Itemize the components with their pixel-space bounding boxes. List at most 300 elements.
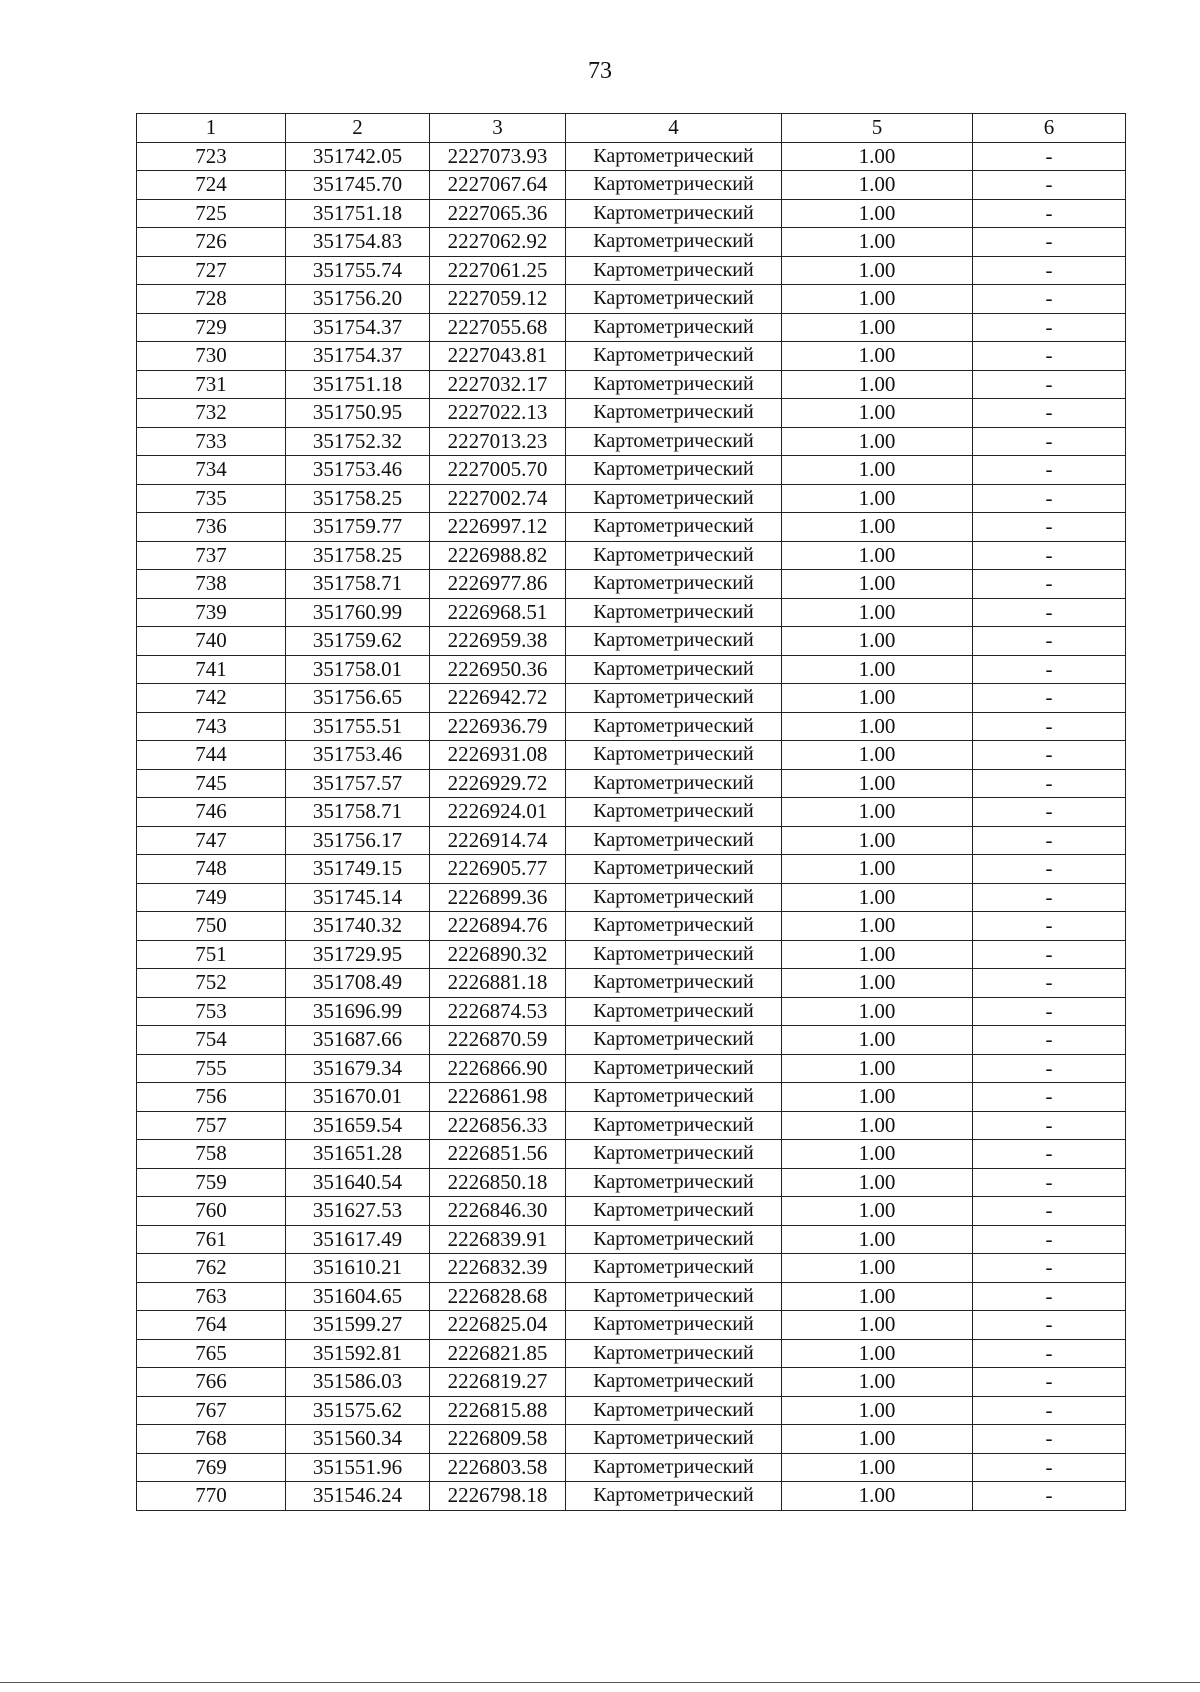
coordinates-table (136, 113, 1126, 1511)
accuracy-cell: 1.00 (782, 1339, 973, 1368)
accuracy-cell: 1.00 (782, 798, 973, 827)
x-coordinate-cell: 351560.34 (286, 1425, 430, 1454)
table-row (137, 883, 1126, 912)
point-number-cell: 753 (137, 997, 286, 1026)
method-cell: Картометрический (566, 969, 782, 998)
table-row (137, 997, 1126, 1026)
y-coordinate-cell: 2226924.01 (430, 798, 566, 827)
y-coordinate-cell: 2227073.93 (430, 142, 566, 171)
method-cell: Картометрический (566, 826, 782, 855)
description-cell: - (973, 769, 1126, 798)
x-coordinate-cell: 351754.37 (286, 313, 430, 342)
y-coordinate-cell: 2226839.91 (430, 1225, 566, 1254)
table-row (137, 1197, 1126, 1226)
method-cell: Картометрический (566, 313, 782, 342)
method-cell: Картометрический (566, 484, 782, 513)
point-number-cell: 743 (137, 712, 286, 741)
point-number-cell: 732 (137, 399, 286, 428)
x-coordinate-cell: 351610.21 (286, 1254, 430, 1283)
y-coordinate-cell: 2227067.64 (430, 171, 566, 200)
description-cell: - (973, 570, 1126, 599)
description-cell: - (973, 1111, 1126, 1140)
accuracy-cell: 1.00 (782, 570, 973, 599)
description-cell: - (973, 1396, 1126, 1425)
method-cell: Картометрический (566, 598, 782, 627)
y-coordinate-cell: 2226997.12 (430, 513, 566, 542)
accuracy-cell: 1.00 (782, 1197, 973, 1226)
accuracy-cell: 1.00 (782, 1054, 973, 1083)
table-row (137, 1111, 1126, 1140)
y-coordinate-cell: 2226899.36 (430, 883, 566, 912)
accuracy-cell: 1.00 (782, 1282, 973, 1311)
bottom-rule (0, 1682, 1200, 1683)
table-row (137, 855, 1126, 884)
x-coordinate-cell: 351751.18 (286, 199, 430, 228)
accuracy-cell: 1.00 (782, 940, 973, 969)
point-number-cell: 760 (137, 1197, 286, 1226)
method-cell: Картометрический (566, 399, 782, 428)
x-coordinate-cell: 351750.95 (286, 399, 430, 428)
point-number-cell: 739 (137, 598, 286, 627)
accuracy-cell: 1.00 (782, 285, 973, 314)
table-row (137, 541, 1126, 570)
y-coordinate-cell: 2227013.23 (430, 427, 566, 456)
y-coordinate-cell: 2226942.72 (430, 684, 566, 713)
method-cell: Картометрический (566, 712, 782, 741)
table-row (137, 399, 1126, 428)
point-number-cell: 737 (137, 541, 286, 570)
table-row (137, 313, 1126, 342)
method-cell: Картометрический (566, 798, 782, 827)
x-coordinate-cell: 351546.24 (286, 1482, 430, 1511)
y-coordinate-cell: 2226959.38 (430, 627, 566, 656)
table-header-row (137, 114, 1126, 143)
method-cell: Картометрический (566, 627, 782, 656)
point-number-cell: 767 (137, 1396, 286, 1425)
x-coordinate-cell: 351740.32 (286, 912, 430, 941)
y-coordinate-cell: 2226851.56 (430, 1140, 566, 1169)
y-coordinate-cell: 2227059.12 (430, 285, 566, 314)
table-row (137, 1140, 1126, 1169)
y-coordinate-cell: 2227005.70 (430, 456, 566, 485)
method-cell: Картометрический (566, 1197, 782, 1226)
point-number-cell: 731 (137, 370, 286, 399)
y-coordinate-cell: 2226850.18 (430, 1168, 566, 1197)
x-coordinate-cell: 351592.81 (286, 1339, 430, 1368)
accuracy-cell: 1.00 (782, 199, 973, 228)
accuracy-cell: 1.00 (782, 997, 973, 1026)
table-row (137, 484, 1126, 513)
method-cell: Картометрический (566, 1026, 782, 1055)
x-coordinate-cell: 351751.18 (286, 370, 430, 399)
accuracy-cell: 1.00 (782, 883, 973, 912)
description-cell: - (973, 285, 1126, 314)
description-cell: - (973, 912, 1126, 941)
accuracy-cell: 1.00 (782, 684, 973, 713)
accuracy-cell: 1.00 (782, 1453, 973, 1482)
method-cell: Картометрический (566, 1282, 782, 1311)
point-number-cell: 762 (137, 1254, 286, 1283)
table-row (137, 1225, 1126, 1254)
table-row (137, 1282, 1126, 1311)
table-row (137, 1482, 1126, 1511)
table-row (137, 456, 1126, 485)
point-number-cell: 749 (137, 883, 286, 912)
description-cell: - (973, 1339, 1126, 1368)
method-cell: Картометрический (566, 199, 782, 228)
y-coordinate-cell: 2226832.39 (430, 1254, 566, 1283)
column-header: 6 (973, 114, 1126, 143)
accuracy-cell: 1.00 (782, 484, 973, 513)
table-row (137, 1254, 1126, 1283)
y-coordinate-cell: 2226931.08 (430, 741, 566, 770)
table-row (137, 1396, 1126, 1425)
method-cell: Картометрический (566, 1225, 782, 1254)
description-cell: - (973, 199, 1126, 228)
point-number-cell: 747 (137, 826, 286, 855)
description-cell: - (973, 684, 1126, 713)
point-number-cell: 738 (137, 570, 286, 599)
x-coordinate-cell: 351756.65 (286, 684, 430, 713)
accuracy-cell: 1.00 (782, 969, 973, 998)
x-coordinate-cell: 351640.54 (286, 1168, 430, 1197)
description-cell: - (973, 1225, 1126, 1254)
description-cell: - (973, 427, 1126, 456)
table-row (137, 1054, 1126, 1083)
table-row (137, 1026, 1126, 1055)
description-cell: - (973, 1083, 1126, 1112)
accuracy-cell: 1.00 (782, 826, 973, 855)
table-row (137, 256, 1126, 285)
y-coordinate-cell: 2226977.86 (430, 570, 566, 599)
accuracy-cell: 1.00 (782, 655, 973, 684)
y-coordinate-cell: 2226988.82 (430, 541, 566, 570)
table-row (137, 598, 1126, 627)
description-cell: - (973, 883, 1126, 912)
description-cell: - (973, 456, 1126, 485)
point-number-cell: 770 (137, 1482, 286, 1511)
description-cell: - (973, 1453, 1126, 1482)
point-number-cell: 761 (137, 1225, 286, 1254)
x-coordinate-cell: 351670.01 (286, 1083, 430, 1112)
method-cell: Картометрический (566, 855, 782, 884)
point-number-cell: 764 (137, 1311, 286, 1340)
method-cell: Картометрический (566, 256, 782, 285)
y-coordinate-cell: 2226828.68 (430, 1282, 566, 1311)
description-cell: - (973, 655, 1126, 684)
y-coordinate-cell: 2226905.77 (430, 855, 566, 884)
accuracy-cell: 1.00 (782, 342, 973, 371)
description-cell: - (973, 940, 1126, 969)
x-coordinate-cell: 351753.46 (286, 741, 430, 770)
y-coordinate-cell: 2226929.72 (430, 769, 566, 798)
table-row (137, 1083, 1126, 1112)
accuracy-cell: 1.00 (782, 1425, 973, 1454)
point-number-cell: 748 (137, 855, 286, 884)
table-row (137, 1453, 1126, 1482)
x-coordinate-cell: 351604.65 (286, 1282, 430, 1311)
point-number-cell: 765 (137, 1339, 286, 1368)
y-coordinate-cell: 2227032.17 (430, 370, 566, 399)
table-row (137, 1311, 1126, 1340)
method-cell: Картометрический (566, 1368, 782, 1397)
table-row (137, 627, 1126, 656)
table-row (137, 1425, 1126, 1454)
y-coordinate-cell: 2226809.58 (430, 1425, 566, 1454)
accuracy-cell: 1.00 (782, 741, 973, 770)
point-number-cell: 763 (137, 1282, 286, 1311)
x-coordinate-cell: 351755.74 (286, 256, 430, 285)
x-coordinate-cell: 351759.62 (286, 627, 430, 656)
x-coordinate-cell: 351752.32 (286, 427, 430, 456)
point-number-cell: 741 (137, 655, 286, 684)
point-number-cell: 746 (137, 798, 286, 827)
method-cell: Картометрический (566, 912, 782, 941)
method-cell: Картометрический (566, 342, 782, 371)
x-coordinate-cell: 351687.66 (286, 1026, 430, 1055)
point-number-cell: 728 (137, 285, 286, 314)
accuracy-cell: 1.00 (782, 370, 973, 399)
point-number-cell: 744 (137, 741, 286, 770)
description-cell: - (973, 1254, 1126, 1283)
x-coordinate-cell: 351679.34 (286, 1054, 430, 1083)
point-number-cell: 734 (137, 456, 286, 485)
accuracy-cell: 1.00 (782, 256, 973, 285)
point-number-cell: 742 (137, 684, 286, 713)
column-header: 5 (782, 114, 973, 143)
description-cell: - (973, 855, 1126, 884)
point-number-cell: 769 (137, 1453, 286, 1482)
point-number-cell: 725 (137, 199, 286, 228)
x-coordinate-cell: 351599.27 (286, 1311, 430, 1340)
description-cell: - (973, 342, 1126, 371)
table-row (137, 940, 1126, 969)
description-cell: - (973, 142, 1126, 171)
table-row (137, 513, 1126, 542)
accuracy-cell: 1.00 (782, 1482, 973, 1511)
method-cell: Картометрический (566, 1254, 782, 1283)
point-number-cell: 736 (137, 513, 286, 542)
method-cell: Картометрический (566, 570, 782, 599)
method-cell: Картометрический (566, 1425, 782, 1454)
description-cell: - (973, 399, 1126, 428)
accuracy-cell: 1.00 (782, 541, 973, 570)
method-cell: Картометрический (566, 684, 782, 713)
description-cell: - (973, 798, 1126, 827)
x-coordinate-cell: 351586.03 (286, 1368, 430, 1397)
table-row (137, 1368, 1126, 1397)
table-row (137, 912, 1126, 941)
accuracy-cell: 1.00 (782, 171, 973, 200)
y-coordinate-cell: 2226861.98 (430, 1083, 566, 1112)
description-cell: - (973, 313, 1126, 342)
description-cell: - (973, 1425, 1126, 1454)
description-cell: - (973, 256, 1126, 285)
x-coordinate-cell: 351758.71 (286, 570, 430, 599)
point-number-cell: 752 (137, 969, 286, 998)
x-coordinate-cell: 351758.01 (286, 655, 430, 684)
point-number-cell: 766 (137, 1368, 286, 1397)
accuracy-cell: 1.00 (782, 1368, 973, 1397)
x-coordinate-cell: 351758.71 (286, 798, 430, 827)
x-coordinate-cell: 351708.49 (286, 969, 430, 998)
point-number-cell: 733 (137, 427, 286, 456)
method-cell: Картометрический (566, 285, 782, 314)
method-cell: Картометрический (566, 456, 782, 485)
table-row (137, 769, 1126, 798)
description-cell: - (973, 627, 1126, 656)
x-coordinate-cell: 351754.37 (286, 342, 430, 371)
accuracy-cell: 1.00 (782, 1026, 973, 1055)
accuracy-cell: 1.00 (782, 1225, 973, 1254)
accuracy-cell: 1.00 (782, 1111, 973, 1140)
x-coordinate-cell: 351755.51 (286, 712, 430, 741)
point-number-cell: 755 (137, 1054, 286, 1083)
table-row (137, 285, 1126, 314)
description-cell: - (973, 1026, 1126, 1055)
x-coordinate-cell: 351742.05 (286, 142, 430, 171)
method-cell: Картометрический (566, 1396, 782, 1425)
page-number: 73 (588, 58, 612, 84)
method-cell: Картометрический (566, 1482, 782, 1511)
accuracy-cell: 1.00 (782, 712, 973, 741)
y-coordinate-cell: 2226821.85 (430, 1339, 566, 1368)
accuracy-cell: 1.00 (782, 313, 973, 342)
table-row (137, 684, 1126, 713)
point-number-cell: 768 (137, 1425, 286, 1454)
accuracy-cell: 1.00 (782, 855, 973, 884)
point-number-cell: 751 (137, 940, 286, 969)
method-cell: Картометрический (566, 370, 782, 399)
x-coordinate-cell: 351754.83 (286, 228, 430, 257)
method-cell: Картометрический (566, 1168, 782, 1197)
x-coordinate-cell: 351753.46 (286, 456, 430, 485)
method-cell: Картометрический (566, 427, 782, 456)
y-coordinate-cell: 2227055.68 (430, 313, 566, 342)
table-row (137, 142, 1126, 171)
table-row (137, 427, 1126, 456)
description-cell: - (973, 1482, 1126, 1511)
table-row (137, 370, 1126, 399)
description-cell: - (973, 541, 1126, 570)
description-cell: - (973, 171, 1126, 200)
x-coordinate-cell: 351627.53 (286, 1197, 430, 1226)
description-cell: - (973, 741, 1126, 770)
table-row (137, 655, 1126, 684)
description-cell: - (973, 513, 1126, 542)
method-cell: Картометрический (566, 142, 782, 171)
accuracy-cell: 1.00 (782, 1168, 973, 1197)
point-number-cell: 727 (137, 256, 286, 285)
y-coordinate-cell: 2227061.25 (430, 256, 566, 285)
table-row (137, 826, 1126, 855)
description-cell: - (973, 1054, 1126, 1083)
table-row (137, 1168, 1126, 1197)
x-coordinate-cell: 351745.14 (286, 883, 430, 912)
point-number-cell: 759 (137, 1168, 286, 1197)
description-cell: - (973, 1368, 1126, 1397)
accuracy-cell: 1.00 (782, 769, 973, 798)
accuracy-cell: 1.00 (782, 1311, 973, 1340)
y-coordinate-cell: 2226874.53 (430, 997, 566, 1026)
column-header: 4 (566, 114, 782, 143)
description-cell: - (973, 370, 1126, 399)
x-coordinate-cell: 351617.49 (286, 1225, 430, 1254)
x-coordinate-cell: 351651.28 (286, 1140, 430, 1169)
y-coordinate-cell: 2226846.30 (430, 1197, 566, 1226)
y-coordinate-cell: 2226914.74 (430, 826, 566, 855)
method-cell: Картометрический (566, 1054, 782, 1083)
y-coordinate-cell: 2226798.18 (430, 1482, 566, 1511)
table-row (137, 570, 1126, 599)
point-number-cell: 729 (137, 313, 286, 342)
x-coordinate-cell: 351758.25 (286, 484, 430, 513)
accuracy-cell: 1.00 (782, 598, 973, 627)
method-cell: Картометрический (566, 741, 782, 770)
point-number-cell: 735 (137, 484, 286, 513)
description-cell: - (973, 228, 1126, 257)
x-coordinate-cell: 351757.57 (286, 769, 430, 798)
y-coordinate-cell: 2226856.33 (430, 1111, 566, 1140)
x-coordinate-cell: 351745.70 (286, 171, 430, 200)
column-header: 2 (286, 114, 430, 143)
description-cell: - (973, 997, 1126, 1026)
description-cell: - (973, 1311, 1126, 1340)
x-coordinate-cell: 351696.99 (286, 997, 430, 1026)
description-cell: - (973, 1140, 1126, 1169)
accuracy-cell: 1.00 (782, 912, 973, 941)
point-number-cell: 724 (137, 171, 286, 200)
method-cell: Картометрический (566, 171, 782, 200)
y-coordinate-cell: 2226936.79 (430, 712, 566, 741)
y-coordinate-cell: 2226870.59 (430, 1026, 566, 1055)
x-coordinate-cell: 351758.25 (286, 541, 430, 570)
x-coordinate-cell: 351749.15 (286, 855, 430, 884)
y-coordinate-cell: 2226968.51 (430, 598, 566, 627)
accuracy-cell: 1.00 (782, 142, 973, 171)
point-number-cell: 756 (137, 1083, 286, 1112)
description-cell: - (973, 969, 1126, 998)
y-coordinate-cell: 2227002.74 (430, 484, 566, 513)
method-cell: Картометрический (566, 1111, 782, 1140)
x-coordinate-cell: 351551.96 (286, 1453, 430, 1482)
y-coordinate-cell: 2226803.58 (430, 1453, 566, 1482)
table-row (137, 171, 1126, 200)
description-cell: - (973, 484, 1126, 513)
point-number-cell: 745 (137, 769, 286, 798)
description-cell: - (973, 826, 1126, 855)
description-cell: - (973, 598, 1126, 627)
table-row (137, 342, 1126, 371)
y-coordinate-cell: 2226890.32 (430, 940, 566, 969)
y-coordinate-cell: 2226825.04 (430, 1311, 566, 1340)
accuracy-cell: 1.00 (782, 427, 973, 456)
accuracy-cell: 1.00 (782, 1396, 973, 1425)
table-row (137, 199, 1126, 228)
x-coordinate-cell: 351729.95 (286, 940, 430, 969)
accuracy-cell: 1.00 (782, 1254, 973, 1283)
accuracy-cell: 1.00 (782, 456, 973, 485)
accuracy-cell: 1.00 (782, 228, 973, 257)
y-coordinate-cell: 2226819.27 (430, 1368, 566, 1397)
method-cell: Картометрический (566, 228, 782, 257)
description-cell: - (973, 1197, 1126, 1226)
x-coordinate-cell: 351659.54 (286, 1111, 430, 1140)
method-cell: Картометрический (566, 1339, 782, 1368)
y-coordinate-cell: 2226950.36 (430, 655, 566, 684)
y-coordinate-cell: 2227065.36 (430, 199, 566, 228)
method-cell: Картометрический (566, 1311, 782, 1340)
